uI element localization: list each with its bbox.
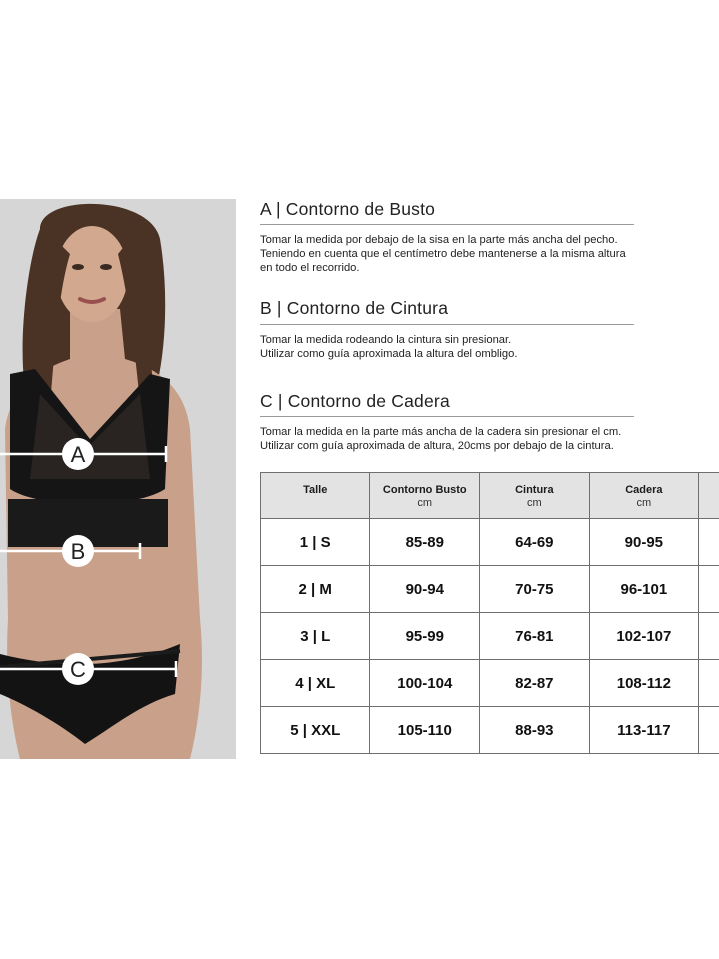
cintura-cell: 82-87 (480, 660, 590, 707)
cadera-cell: 113-117 (589, 707, 699, 754)
table-header-row (261, 473, 719, 519)
section-a-title: A | Contorno de Busto (260, 199, 436, 219)
section-a-line: Teniendo en cuenta que el centímetro debe mantenerse a la misma altura (260, 248, 626, 260)
section-b-title: B | Contorno de Cintura (260, 298, 449, 318)
header-cintura: Cintura cm (480, 473, 590, 519)
table-row (261, 613, 719, 660)
section-a-text (260, 233, 660, 275)
header-cadera: Cadera cm (589, 473, 699, 519)
cut-off-cell (699, 566, 719, 613)
section-b-line: Utilizar como guía aproximada la altura del ombligo. (260, 348, 518, 360)
cintura-cell: 76-81 (480, 613, 590, 660)
size-table (260, 472, 719, 754)
header-cut-off (699, 473, 719, 519)
cut-off-cell (699, 613, 719, 660)
cut-off-cell (699, 519, 719, 566)
header-busto: Contorno Busto cm (370, 473, 480, 519)
cadera-cell: 108-112 (589, 660, 699, 707)
marker-b-label: B (70, 539, 86, 564)
model-photo (0, 199, 236, 759)
cintura-cell: 88-93 (480, 707, 590, 754)
section-a-rule (260, 224, 634, 225)
size-cell: 4 | XL (261, 660, 370, 707)
cadera-cell: 90-95 (589, 519, 699, 566)
header-unit: cm (526, 497, 542, 509)
busto-cell: 85-89 (370, 519, 480, 566)
header-talle: Talle (261, 473, 370, 519)
section-c-title: C | Contorno de Cadera (260, 391, 450, 411)
busto-cell: 90-94 (370, 566, 480, 613)
model-illustration (0, 199, 236, 759)
marker-c-label: C (70, 657, 86, 682)
size-cell: 3 | L (261, 613, 370, 660)
section-b-line: Tomar la medida rodeando la cintura sin presionar. (260, 334, 512, 346)
header-unit: cm (636, 497, 652, 509)
size-cell: 2 | M (261, 566, 370, 613)
cintura-cell: 64-69 (480, 519, 590, 566)
busto-cell: 95-99 (370, 613, 480, 660)
cut-off-cell (699, 707, 719, 754)
table-row (261, 566, 719, 613)
table-row (261, 519, 719, 566)
cut-off-cell (699, 660, 719, 707)
section-c-rule (260, 416, 634, 417)
section-c-text (260, 425, 660, 453)
section-b-text (260, 333, 660, 361)
section-a-line: en todo el recorrido. (260, 262, 360, 274)
size-cell: 1 | S (261, 519, 370, 566)
busto-cell: 100-104 (370, 660, 480, 707)
marker-a-label: A (70, 442, 86, 467)
table-row (261, 707, 719, 754)
header-unit: cm (417, 497, 433, 509)
cintura-cell: 70-75 (480, 566, 590, 613)
busto-cell: 105-110 (370, 707, 480, 754)
table-row (261, 660, 719, 707)
cadera-cell: 96-101 (589, 566, 699, 613)
size-cell: 5 | XXL (261, 707, 370, 754)
cadera-cell: 102-107 (589, 613, 699, 660)
section-a-line: Tomar la medida por debajo de la sisa en la parte más ancha del pecho. (260, 234, 618, 246)
section-b-rule (260, 324, 634, 325)
section-c-line: Utilizar com guía aproximada de altura, 20cms por debajo de la cintura. (260, 440, 614, 452)
section-c-line: Tomar la medida en la parte más ancha de la cadera sin presionar el cm. (260, 426, 622, 438)
